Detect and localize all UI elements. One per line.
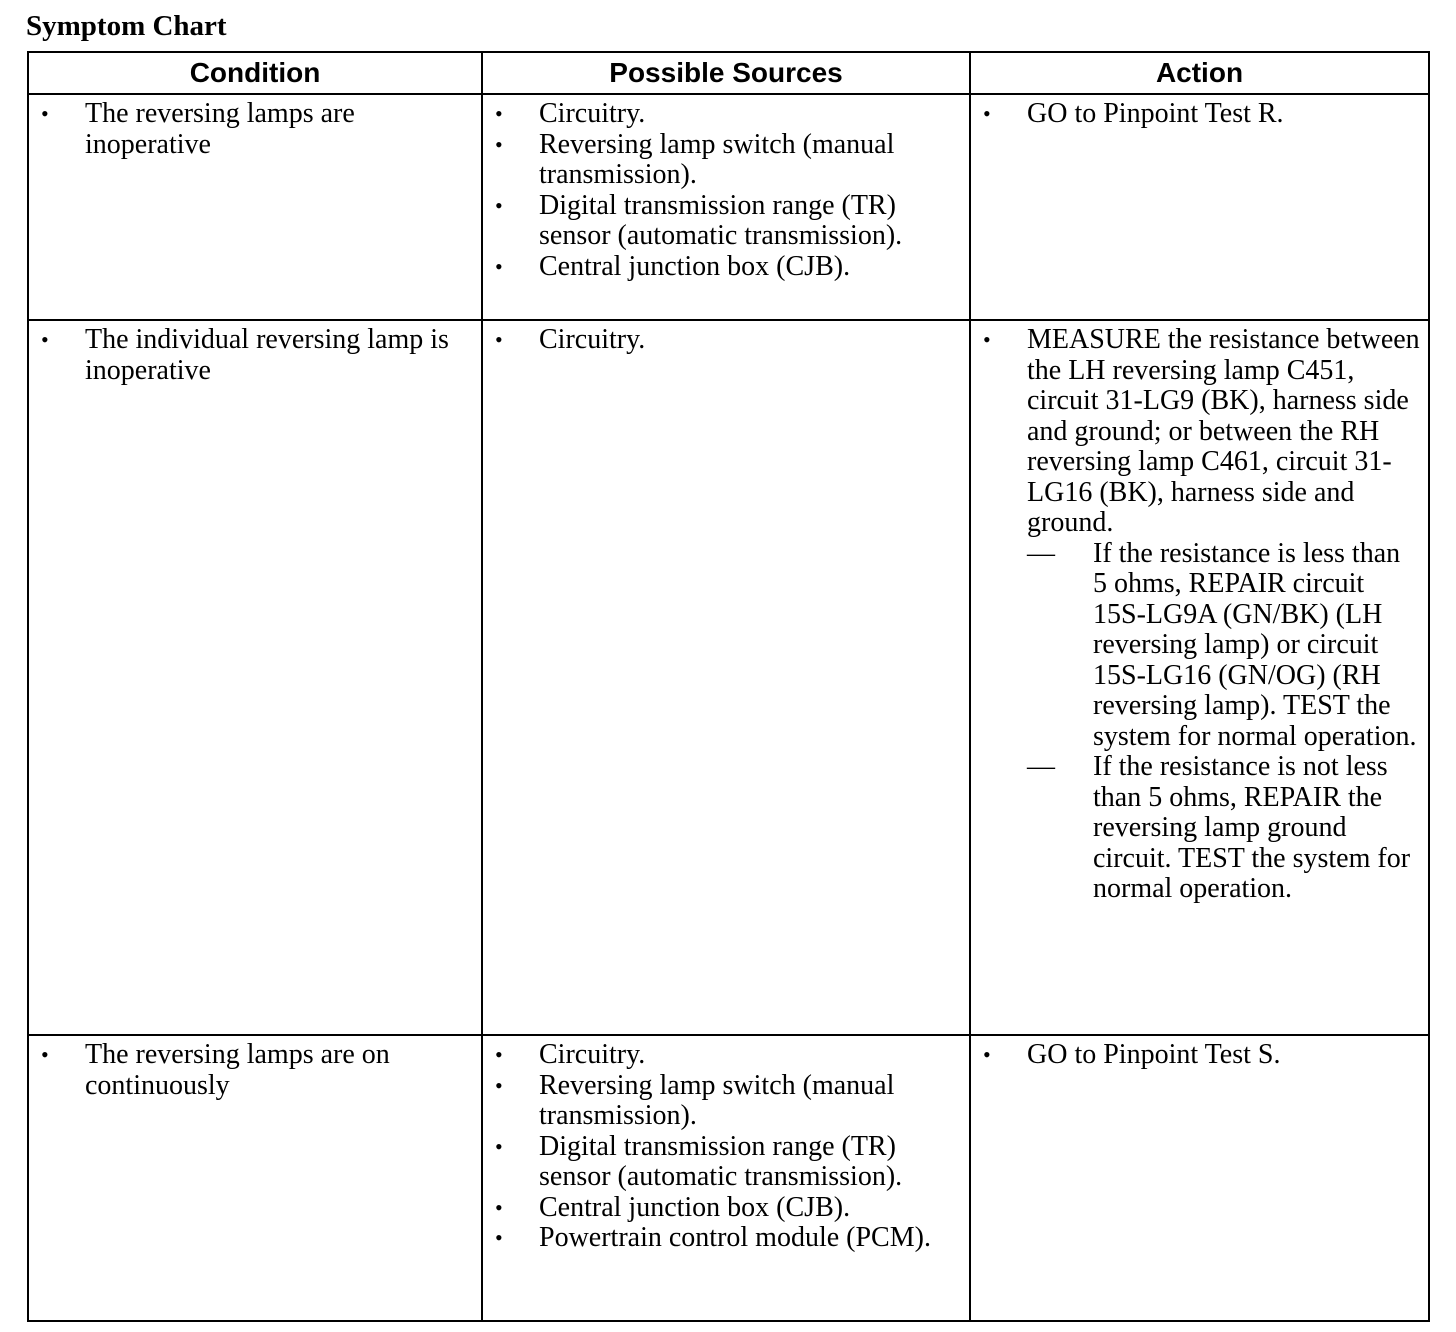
action-sub-text: If the resistance is less than 5 ohms, REPAIR circuit 15S-LG9A (GN/BK) (LH reversing lamp) or circuit 15S-LG16 (GN/OG) (RH reversing lamp). TEST the system for normal operation. — [1093, 537, 1417, 752]
header-possible-sources: Possible Sources — [482, 52, 970, 94]
action-text: GO to Pinpoint Test S. — [1027, 1039, 1281, 1070]
bullet-icon: • — [495, 1133, 503, 1159]
table-row — [28, 320, 1429, 1035]
bullet-icon: • — [495, 131, 503, 157]
source-text: Digital transmission range (TR) sensor (automatic transmission). — [539, 189, 903, 251]
source-item — [483, 1223, 961, 1254]
source-text: Circuitry. — [539, 98, 646, 129]
condition-cell — [28, 320, 482, 1035]
header-condition: Condition — [28, 52, 482, 94]
bullet-icon: • — [495, 101, 503, 126]
source-item — [483, 99, 961, 130]
source-item — [483, 1193, 961, 1224]
source-text: Reversing lamp switch (manual transmission). — [539, 128, 895, 190]
action-cell — [970, 94, 1429, 320]
action-cell — [970, 1035, 1429, 1321]
table-header-row — [28, 52, 1429, 94]
dash-icon: — — [1027, 751, 1055, 782]
bullet-icon: • — [495, 192, 503, 218]
action-item — [971, 325, 1420, 905]
bullet-icon: • — [495, 253, 503, 279]
bullet-icon: • — [495, 1042, 503, 1067]
source-text: Circuitry. — [539, 324, 646, 355]
source-item — [483, 1071, 961, 1132]
bullet-icon: • — [41, 327, 49, 352]
condition-item — [29, 1040, 473, 1101]
symptom-chart-table — [27, 51, 1430, 1322]
sources-cell — [482, 94, 970, 320]
source-item — [483, 1132, 961, 1193]
condition-text: The reversing lamps are on continuously — [85, 1039, 390, 1101]
source-item — [483, 252, 961, 283]
bullet-icon: • — [983, 327, 991, 352]
sources-cell — [482, 1035, 970, 1321]
page-title: Symptom Chart — [26, 10, 227, 42]
condition-cell — [28, 1035, 482, 1321]
source-item — [483, 1040, 961, 1071]
sources-cell — [482, 320, 970, 1035]
source-text: Powertrain control module (PCM). — [539, 1222, 931, 1253]
action-item — [971, 99, 1420, 130]
source-text: Central junction box (CJB). — [539, 1191, 851, 1223]
source-item — [483, 325, 961, 356]
source-text: Circuitry. — [539, 1039, 646, 1070]
bullet-icon: • — [983, 1042, 991, 1067]
bullet-icon: • — [495, 1194, 503, 1220]
action-text: GO to Pinpoint Test R. — [1027, 98, 1284, 129]
action-cell — [970, 320, 1429, 1035]
bullet-icon: • — [495, 1072, 503, 1098]
source-item — [483, 191, 961, 252]
source-text: Digital transmission range (TR) sensor (automatic transmission). — [539, 1130, 903, 1192]
action-text: MEASURE the resistance between the LH reversing lamp C451, circuit 31-LG9 (BK), harness side and ground; or between the RH reversing lamp C461, circuit 31-LG16 (BK), harness side and ground. — [1027, 324, 1420, 538]
bullet-icon: • — [495, 1225, 503, 1250]
source-text: Central junction box (CJB). — [539, 250, 851, 282]
source-text: Reversing lamp switch (manual transmission). — [539, 1069, 895, 1131]
header-action: Action — [970, 52, 1429, 94]
action-item — [971, 1040, 1420, 1071]
bullet-icon: • — [41, 101, 49, 126]
action-sub-text: If the resistance is not less than 5 ohms, REPAIR the reversing lamp ground circuit. TEST the system for normal operation. — [1093, 751, 1411, 904]
dash-icon: — — [1027, 537, 1055, 569]
condition-text: The reversing lamps are inoperative — [85, 98, 355, 160]
condition-cell — [28, 94, 482, 320]
condition-text: The individual reversing lamp is inoperative — [85, 324, 449, 386]
bullet-icon: • — [495, 327, 503, 352]
source-item — [483, 130, 961, 191]
condition-item — [29, 325, 473, 386]
action-sub-item — [1027, 539, 1420, 753]
bullet-icon: • — [983, 101, 991, 126]
table-row — [28, 94, 1429, 320]
condition-item — [29, 99, 473, 160]
action-sub-item — [1027, 752, 1420, 905]
bullet-icon: • — [41, 1042, 49, 1067]
table-row — [28, 1035, 1429, 1321]
